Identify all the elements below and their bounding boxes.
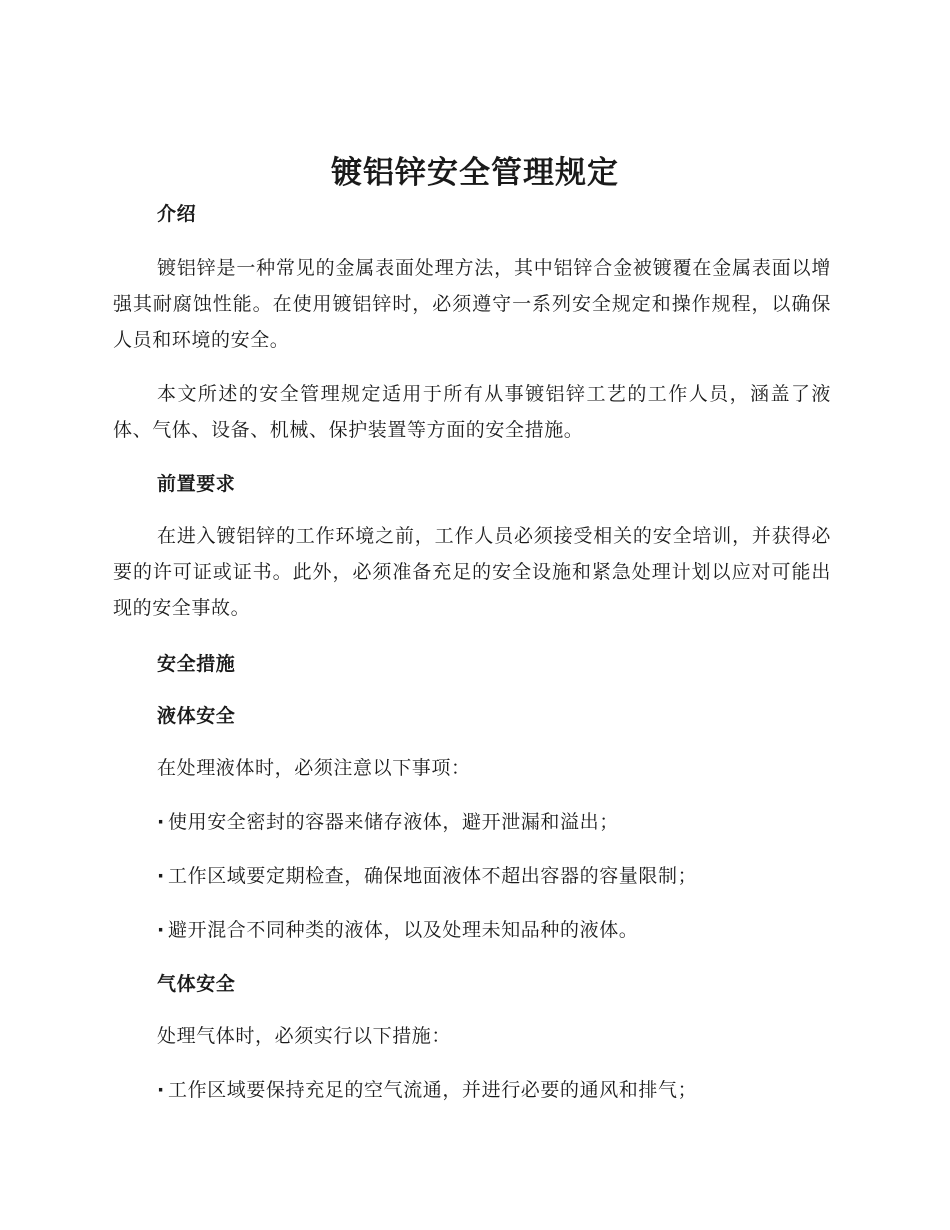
bullet-icon: · (157, 1079, 165, 1101)
intro-paragraph-1: 镀铝锌是一种常见的金属表面处理方法，其中铝锌合金被镀覆在金属表面以增强其耐腐蚀性能。在使用镀铝锌时，必须遵守一系列安全规定和操作规程，以确保人员和环境的安全。 (113, 257, 831, 351)
section-heading-prerequisites: 前置要求 (157, 473, 236, 495)
list-item-text: 使用安全密封的容器来储存液体，避开泄漏和溢出； (168, 811, 619, 833)
prerequisites-paragraph: 在进入镀铝锌的工作环境之前，工作人员必须接受相关的安全培训，并获得必要的许可证或证书。此外，必须准备充足的安全设施和紧急处理计划以应对可能出现的安全事故。 (113, 525, 831, 619)
subsection-heading-liquid-safety: 液体安全 (157, 705, 236, 727)
bullet-icon: · (157, 919, 165, 941)
subsection-heading-gas-safety: 气体安全 (157, 973, 236, 995)
list-item-text: 工作区域要保持充足的空气流通，并进行必要的通风和排气； (168, 1079, 698, 1101)
section-heading-safety-measures: 安全措施 (157, 653, 236, 675)
bullet-icon: · (157, 865, 165, 887)
document-title: 镀铝锌安全管理规定 (331, 155, 619, 191)
list-item (157, 912, 638, 948)
list-item-text: 工作区域要定期检查，确保地面液体不超出容器的容量限制； (168, 865, 698, 887)
list-item (157, 804, 619, 840)
bullet-icon: · (157, 811, 165, 833)
intro-paragraph-2: 本文所述的安全管理规定适用于所有从事镀铝锌工艺的工作人员，涵盖了液体、气体、设备、机械、保护装置等方面的安全措施。 (113, 383, 831, 441)
liquid-safety-intro: 在处理液体时，必须注意以下事项： (157, 757, 471, 779)
list-item-text: 避开混合不同种类的液体，以及处理未知品种的液体。 (168, 919, 639, 941)
list-item (157, 858, 697, 894)
list-item (157, 1072, 697, 1108)
gas-safety-intro: 处理气体时，必须实行以下措施： (157, 1025, 452, 1047)
section-heading-intro: 介绍 (157, 203, 197, 225)
